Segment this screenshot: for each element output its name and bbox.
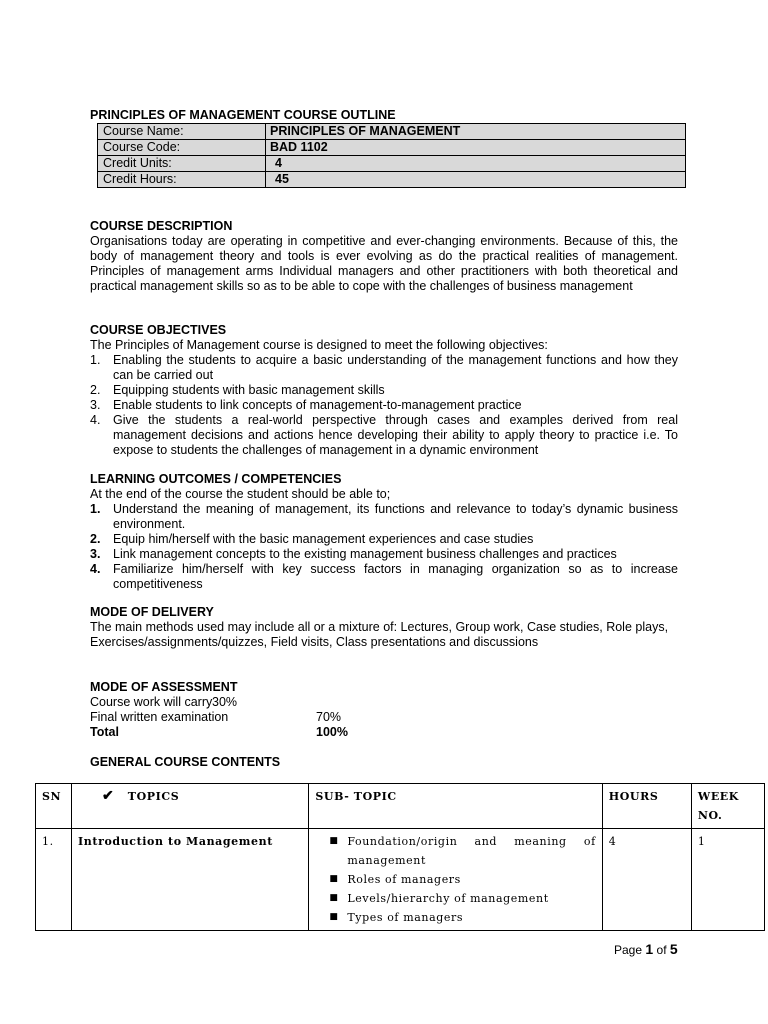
sn-cell: 1. <box>36 829 72 931</box>
table-row <box>36 829 765 931</box>
list-item: 4. Give the students a real-world perspective through cases and examples derived from real management decisions and actions hence developing their ability to apply theory to practice i.e. To expose to students the challenges of management in a dynamic environment <box>90 413 678 457</box>
credit-hours-label: Credit Hours: <box>98 172 266 188</box>
course-description-section <box>90 219 678 294</box>
topic-cell: Introduction to Management <box>72 829 309 931</box>
course-code-row <box>98 140 686 156</box>
general-course-contents-heading: GENERAL COURSE CONTENTS <box>90 755 281 769</box>
list-item: ■ Types of managers <box>309 908 595 927</box>
assessment-row <box>90 710 342 725</box>
learning-outcomes-heading: LEARNING OUTCOMES / COMPETENCIES <box>90 472 342 486</box>
mode-of-delivery-text: The main methods used may include all or a mixture of: Lectures, Group work, Case studies, Role plays, Exercises/assignments/quizzes, Field visits, Class presentations and discussions <box>90 620 669 649</box>
credit-hours-value: 45 <box>266 172 686 188</box>
course-description-heading: COURSE DESCRIPTION <box>90 219 233 233</box>
list-item: 1. Enabling the students to acquire a basic understanding of the management functions and how they can be carried out <box>90 353 678 382</box>
hours-header: HOURS <box>602 784 691 829</box>
course-objectives-heading: COURSE OBJECTIVES <box>90 323 227 337</box>
course-objectives-section <box>90 323 678 458</box>
hours-cell: 4 <box>602 829 691 931</box>
course-objectives-intro: The Principles of Management course is designed to meet the following objectives: <box>90 338 548 352</box>
mode-of-assessment-heading: MODE OF ASSESSMENT <box>90 680 238 694</box>
objectives-list <box>90 353 678 458</box>
learning-outcomes-section <box>90 472 678 592</box>
assessment-total-row <box>90 725 348 740</box>
week-header: WEEK NO. <box>691 784 764 829</box>
assessment-value: 100% <box>316 725 348 739</box>
list-item: 4. Familiarize him/herself with key success factors in managing organization so as to increase competitiveness <box>90 562 678 591</box>
assessment-value: 70% <box>316 710 342 724</box>
course-name-row <box>98 124 686 140</box>
document-title: PRINCIPLES OF MANAGEMENT COURSE OUTLINE <box>90 108 396 122</box>
list-item: ■ Foundation/origin and meaning of management <box>309 832 595 870</box>
bullet-icon: ■ <box>329 874 339 884</box>
topics-header: ✔ TOPICS <box>72 784 309 829</box>
table-header-row <box>36 784 765 829</box>
learning-outcomes-intro: At the end of the course the student should be able to; <box>90 487 391 501</box>
course-info-table <box>97 123 686 188</box>
course-code-label: Course Code: <box>98 140 266 156</box>
course-contents-table <box>35 783 765 931</box>
credit-hours-row <box>98 172 686 188</box>
list-item: 3. Link management concepts to the existing management business challenges and practices <box>90 547 617 561</box>
assessment-label: Final written examination <box>90 710 229 724</box>
bullet-icon: ■ <box>329 836 339 846</box>
list-item: 2. Equip him/herself with the basic management experiences and case studies <box>90 532 534 546</box>
credit-units-value: 4 <box>266 156 686 172</box>
assessment-value: 30% <box>212 695 238 709</box>
sn-header: SN <box>36 784 72 829</box>
outcomes-list <box>90 502 678 592</box>
mode-of-delivery-section <box>90 605 678 650</box>
course-name-value: PRINCIPLES OF MANAGEMENT <box>266 124 686 140</box>
assessment-row <box>90 695 238 710</box>
list-item: 2. Equipping students with basic management skills <box>90 383 385 397</box>
bullet-icon: ■ <box>329 912 339 922</box>
course-name-label: Course Name: <box>98 124 266 140</box>
list-item: ■ Levels/hierarchy of management <box>309 889 595 908</box>
list-item: 1. Understand the meaning of management, its functions and relevance to today’s dynamic business environment. <box>90 502 678 531</box>
week-cell: 1 <box>691 829 764 931</box>
subtopic-cell <box>309 829 602 931</box>
course-code-value: BAD 1102 <box>266 140 686 156</box>
credit-units-row <box>98 156 686 172</box>
course-description-text: Organisations today are operating in competitive and ever-changing environments. Because of this, the body of management theory and tools is ever evolving as do the practical realities of management. Principles of management arms Individual managers and other practitioners with both theoretical and practical management skills so as to be able to cope with the challenges of business management <box>90 234 678 293</box>
list-item: ■ Roles of managers <box>309 870 595 889</box>
credit-units-label: Credit Units: <box>98 156 266 172</box>
bullet-icon: ■ <box>329 893 339 903</box>
assessment-label: Course work will carry <box>90 695 213 709</box>
check-icon: ✔ <box>102 788 114 804</box>
list-item: 3. Enable students to link concepts of management-to-management practice <box>90 398 522 412</box>
assessment-label: Total <box>90 725 119 739</box>
subtopic-header: SUB- TOPIC <box>309 784 602 829</box>
mode-of-delivery-heading: MODE OF DELIVERY <box>90 605 214 619</box>
page-number: Page 1 of 5 <box>614 941 678 957</box>
